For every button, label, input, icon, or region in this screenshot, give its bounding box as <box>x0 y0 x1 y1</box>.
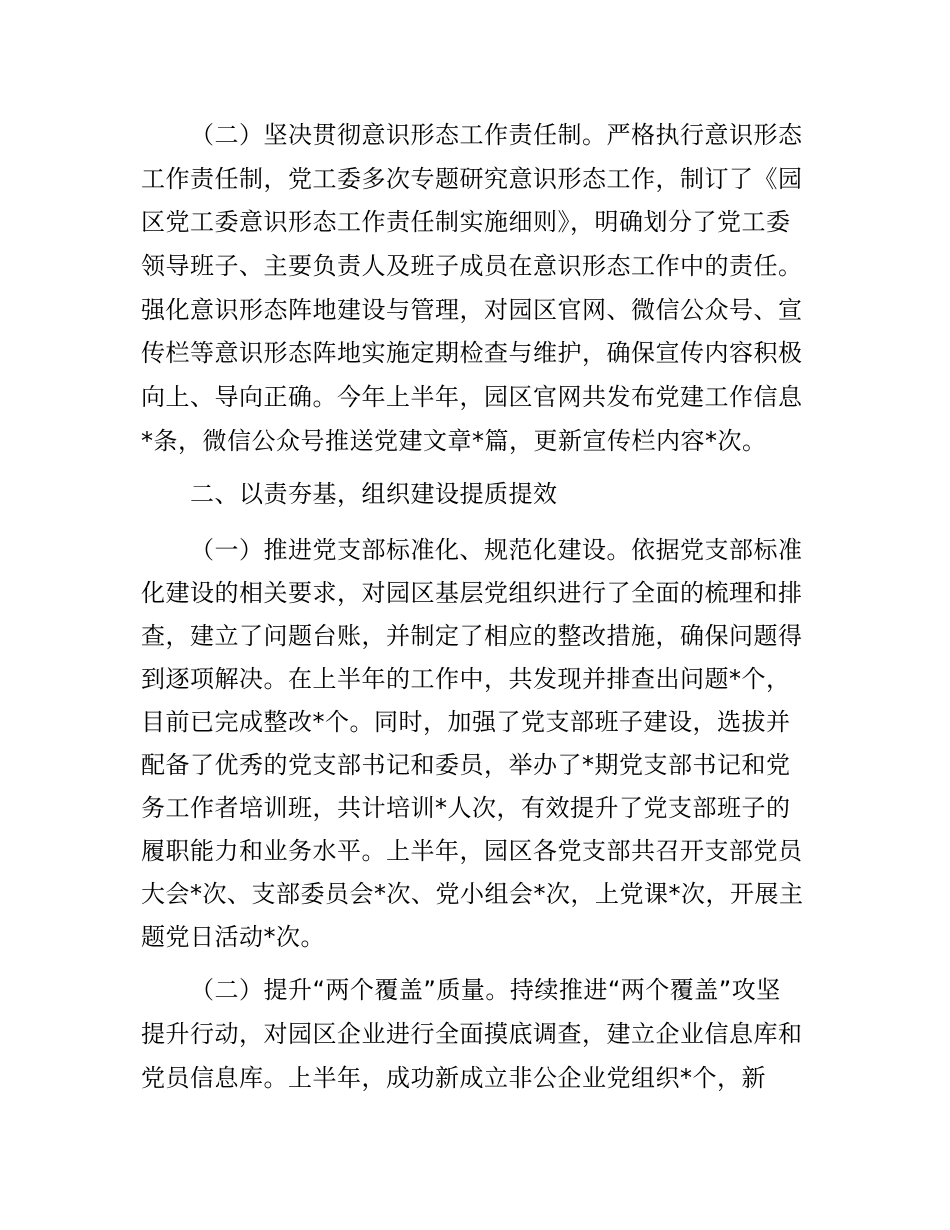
paragraph-line: 区党工委意识形态工作责任制实施细则》，明确划分了党工委 <box>141 208 791 236</box>
paragraph-line: 履职能力和业务水平。上半年，园区各党支部共召开支部党员 <box>141 837 803 865</box>
paragraph-line: 工作责任制，党工委多次专题研究意识形态工作，制订了《园 <box>141 165 803 193</box>
paragraph-line: 查，建立了问题台账，并制定了相应的整改措施，确保问题得 <box>141 622 803 650</box>
paragraph-line: 务工作者培训班，共计培训*人次，有效提升了党支部班子的 <box>141 794 791 822</box>
paragraph-line: 到逐项解决。在上半年的工作中，共发现并排查出问题*个， <box>141 665 791 693</box>
paragraph-line: 强化意识形态阵地建设与管理，对园区官网、微信公众号、宣 <box>141 296 803 324</box>
paragraph-line: 领导班子、主要负责人及班子成员在意识形态工作中的责任。 <box>141 252 803 280</box>
paragraph-line: （二）坚决贯彻意识形态工作责任制。严格执行意识形态 <box>190 121 803 149</box>
paragraph-line: （一）推进党支部标准化、规范化建设。依据党支部标准 <box>190 536 803 564</box>
paragraph-line: 题党日活动*次。 <box>141 923 325 951</box>
paragraph-line: 向上、导向正确。今年上半年，园区官网共发布党建工作信息 <box>141 383 803 411</box>
paragraph-line: 党员信息库。上半年，成功新成立非公企业党组织*个，新 <box>141 1064 766 1092</box>
paragraph-line: 配备了优秀的党支部书记和委员，举办了*期党支部书记和党 <box>141 751 791 779</box>
paragraph-line: （二）提升“两个覆盖”质量。持续推进“两个覆盖”攻坚 <box>190 976 781 1004</box>
paragraph-line: 化建设的相关要求，对园区基层党组织进行了全面的梳理和排 <box>141 579 803 607</box>
section-heading: 二、以责夯基，组织建设提质提效 <box>190 480 558 508</box>
paragraph-line: 传栏等意识形态阵地实施定期检查与维护，确保宣传内容积极 <box>141 339 803 367</box>
paragraph-line: 提升行动，对园区企业进行全面摸底调查，建立企业信息库和 <box>141 1020 803 1048</box>
paragraph-line: 目前已完成整改*个。同时，加强了党支部班子建设，选拔并 <box>141 708 791 736</box>
paragraph-line: *条，微信公众号推送党建文章*篇，更新宣传栏内容*次。 <box>141 427 767 455</box>
paragraph-line: 大会*次、支部委员会*次、党小组会*次，上党课*次，开展主 <box>141 880 804 908</box>
